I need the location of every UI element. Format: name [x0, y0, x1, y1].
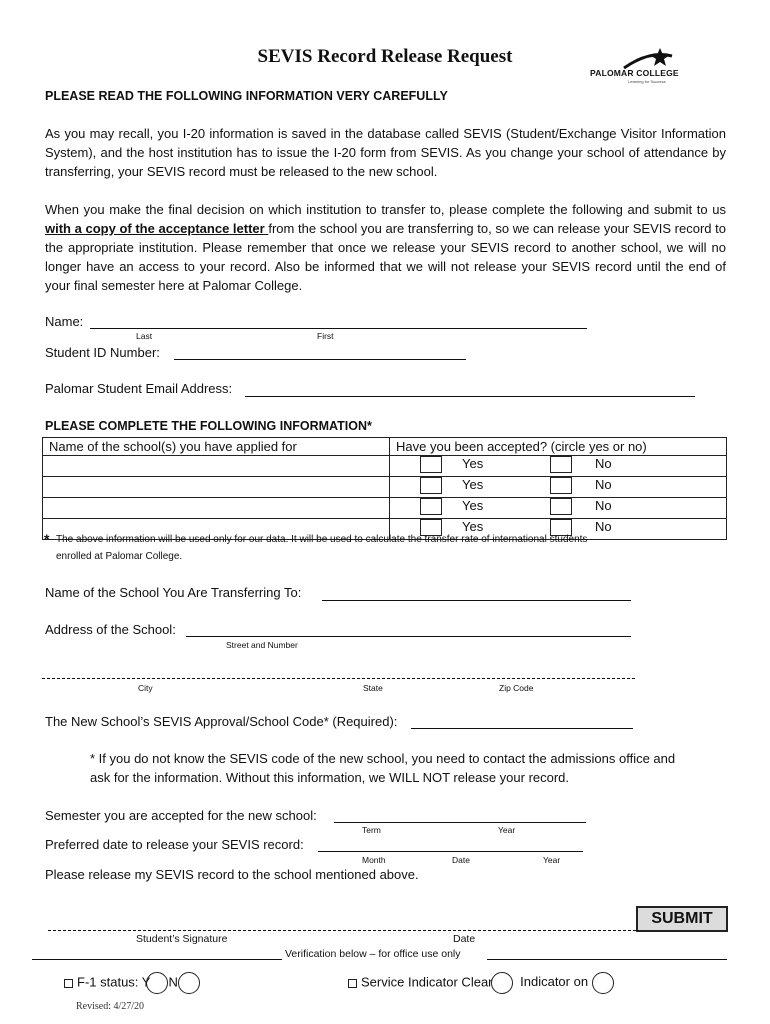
- f1-no-circle[interactable]: [178, 972, 200, 994]
- applications-table: [42, 437, 727, 540]
- no-checkbox[interactable]: [550, 498, 572, 515]
- semester-field[interactable]: [334, 822, 586, 823]
- table-row: [43, 498, 727, 519]
- school-name-cell[interactable]: [43, 498, 390, 519]
- signature-hint: Student’s Signature: [136, 933, 228, 945]
- yes-checkbox[interactable]: [420, 477, 442, 494]
- city-state-zip-field[interactable]: [42, 678, 635, 679]
- yes-option[interactable]: Yes: [462, 477, 484, 492]
- submit-button[interactable]: SUBMIT: [636, 906, 728, 932]
- month-hint: Month: [362, 855, 386, 865]
- email-label: Palomar Student Email Address:: [45, 381, 233, 396]
- no-checkbox[interactable]: [550, 477, 572, 494]
- f1-yes-circle[interactable]: [146, 972, 168, 994]
- no-checkbox[interactable]: [550, 456, 572, 473]
- address-label: Address of the School:: [45, 622, 176, 637]
- indicator-on-circle[interactable]: [592, 972, 614, 994]
- signature-date-hint: Date: [453, 933, 476, 945]
- no-option[interactable]: No: [595, 477, 612, 492]
- yes-checkbox[interactable]: [420, 498, 442, 515]
- semester-label: Semester you are accepted for the new school:: [45, 808, 317, 823]
- table-header-row: [43, 438, 727, 456]
- intro-paragraph-1: As you may recall, you I-20 information is saved in the database called SEVIS (Student/Exchange Visitor Information System), and the host institution has to issue the I-20 form from SEVIS. As you change your school of attendance by transferring, your SEVIS record must be released to the new school.: [45, 126, 726, 179]
- date-hint: Date: [452, 855, 470, 865]
- footnote-line-1: The above information will be used only for our data. It will be used to calculate the transfer rate of international students: [56, 534, 588, 545]
- table-row: [43, 456, 727, 477]
- zip-hint: Zip Code: [499, 683, 534, 693]
- f1-status-label: F-1 status: Y: [77, 974, 151, 990]
- release-statement: Please release my SEVIS record to the school mentioned above.: [45, 867, 419, 882]
- school-name-cell[interactable]: [43, 456, 390, 477]
- revised-date: Revised: 4/27/20: [76, 1001, 145, 1012]
- sevis-code-field[interactable]: [411, 728, 633, 729]
- intro-paragraph-2: When you make the final decision on which institution to transfer to, please complete the following and submit to us with a copy of the acceptance letter from the school you are transferring to, so we can release your SEVIS record to the appropriate institution. Please remember that once we release your SEVIS record to another school, we will no longer have an access to your record. Also be informed that we will not release your SEVIS record until the end of your final semester here at Palomar College.: [45, 202, 726, 293]
- term-hint: Term: [362, 825, 381, 835]
- yes-option[interactable]: Yes: [462, 498, 484, 513]
- transfer-school-label: Name of the School You Are Transferring To:: [45, 585, 302, 600]
- sevis-code-label: The New School’s SEVIS Approval/School Code* (Required):: [45, 714, 398, 729]
- f1-checkbox[interactable]: [64, 979, 73, 988]
- release-date-field[interactable]: [318, 851, 583, 852]
- year-hint-2: Year: [543, 855, 561, 865]
- verification-text: Verification below – for office use only: [285, 948, 461, 960]
- yes-option[interactable]: Yes: [462, 456, 484, 471]
- footnote-star: *: [44, 531, 50, 547]
- column-header-school: Name of the school(s) you have applied for: [43, 438, 390, 456]
- yes-checkbox[interactable]: [420, 456, 442, 473]
- logo-name: PALOMAR COLLEGE: [590, 68, 679, 78]
- applications-heading: PLEASE COMPLETE THE FOLLOWING INFORMATION*: [45, 419, 372, 433]
- release-date-label: Preferred date to release your SEVIS record:: [45, 837, 304, 852]
- form-title: SEVIS Record Release Request: [257, 46, 513, 67]
- code-note-line-1: * If you do not know the SEVIS code of the new school, you need to contact the admissions office and: [90, 751, 676, 766]
- palomar-logo: [590, 46, 700, 86]
- service-checkbox[interactable]: [348, 979, 357, 988]
- service-indicator-label: Service Indicator Clear: [361, 974, 493, 990]
- column-header-accepted: Have you been accepted? (circle yes or no): [390, 438, 727, 456]
- intro-heading: PLEASE READ THE FOLLOWING INFORMATION VERY CAREFULLY: [45, 89, 448, 103]
- name-first-hint: First: [317, 331, 334, 341]
- year-hint: Year: [498, 825, 516, 835]
- logo-tagline: Learning for Success: [628, 79, 666, 84]
- verification-rule-left: [32, 959, 282, 960]
- name-label: Name:: [45, 314, 84, 329]
- table-row: [43, 477, 727, 498]
- no-option[interactable]: No: [595, 456, 612, 471]
- name-field[interactable]: [90, 328, 587, 329]
- email-field[interactable]: [245, 396, 695, 397]
- f1-status-row: [64, 972, 200, 994]
- verification-rule-right: [487, 959, 727, 960]
- service-indicator-row: [348, 972, 614, 994]
- no-option[interactable]: No: [595, 519, 612, 534]
- f1-n-label: N: [168, 974, 178, 990]
- state-hint: State: [363, 683, 383, 693]
- no-option[interactable]: No: [595, 498, 612, 513]
- street-hint: Street and Number: [226, 640, 298, 650]
- yes-option[interactable]: Yes: [462, 519, 484, 534]
- school-name-cell[interactable]: [43, 477, 390, 498]
- name-last-hint: Last: [136, 331, 153, 341]
- student-id-field[interactable]: [174, 359, 466, 360]
- indicator-on-label: Indicator on: [520, 974, 589, 990]
- signature-field[interactable]: [48, 930, 636, 931]
- city-hint: City: [138, 683, 153, 693]
- street-field[interactable]: [186, 636, 631, 637]
- transfer-school-field[interactable]: [322, 600, 631, 601]
- footnote-line-2: enrolled at Palomar College.: [56, 551, 183, 562]
- student-id-label: Student ID Number:: [45, 345, 160, 360]
- code-note-line-2: ask for the information. Without this information, we WILL NOT release your record.: [90, 770, 570, 785]
- clear-circle[interactable]: [491, 972, 513, 994]
